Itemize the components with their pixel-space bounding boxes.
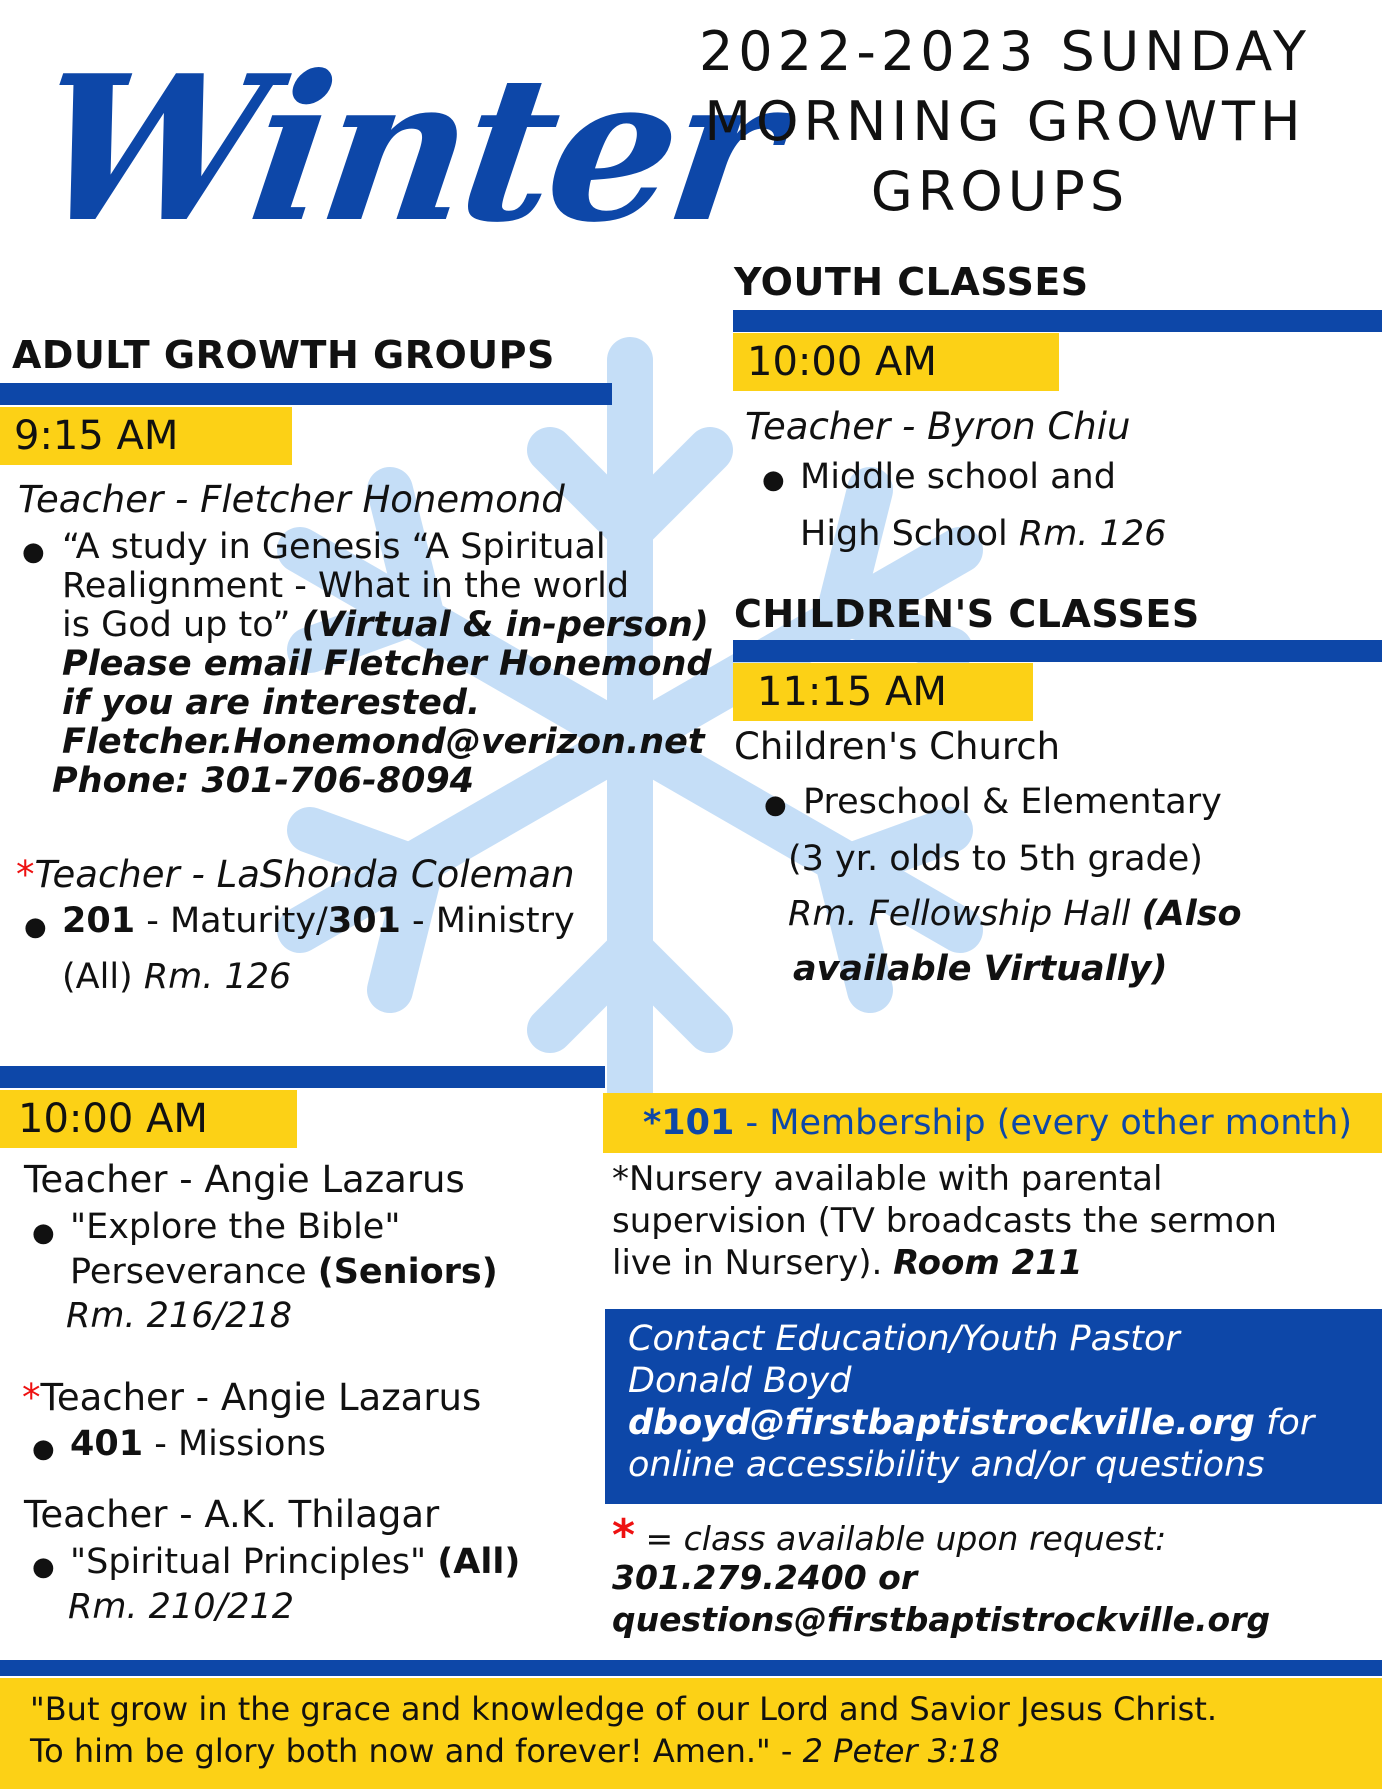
- class-201-room-label: Rm. 126: [143, 957, 292, 997]
- membership-text: [643, 1100, 1352, 1146]
- request-phone: 301.279.2400 or: [612, 1558, 918, 1597]
- request-star: *: [16, 853, 35, 896]
- winter-script-title: Winter: [23, 32, 789, 267]
- nursery-text: live in Nursery).: [612, 1243, 894, 1283]
- missions-label: - Missions: [143, 1424, 326, 1464]
- contact-email-link[interactable]: dboyd@firstbaptistrockville.org: [628, 1403, 1255, 1443]
- verse-text: To him be glory both now and forever! Amen." -: [30, 1732, 803, 1770]
- youth-line2-text: High School: [800, 514, 1019, 554]
- spiritual-room: Rm. 210/212: [68, 1587, 295, 1627]
- contact-for: for: [1254, 1403, 1315, 1443]
- teacher-lashonda-name: Teacher - LaShonda Coleman: [34, 853, 575, 896]
- children-time-badge: 11:15 AM: [733, 663, 1033, 721]
- missions-class: [70, 1425, 326, 1464]
- explore-topic: Perseverance: [70, 1252, 318, 1292]
- contact-line2: Donald Boyd: [628, 1361, 852, 1401]
- bullet-dot: ●: [32, 1218, 55, 1248]
- nursery-line2: supervision (TV broadcasts the sermon: [612, 1201, 1277, 1241]
- class-201-label: - Maturity/: [135, 901, 328, 941]
- verse-line1: "But grow in the grace and knowledge of our Lord and Savior Jesus Christ.: [30, 1690, 1218, 1728]
- spiritual-title: "Spiritual Principles": [70, 1542, 438, 1582]
- request-email[interactable]: questions@firstbaptistrockville.org: [612, 1600, 1271, 1639]
- study-line3-text: is God up to”: [62, 605, 302, 645]
- fletcher-email[interactable]: Fletcher.Honemond@verizon.net: [62, 722, 705, 762]
- nursery-line1: *Nursery available with parental: [612, 1159, 1163, 1199]
- teacher-fletcher: Teacher - Fletcher Honemond: [18, 478, 565, 521]
- class-201-301: [62, 902, 575, 941]
- adult-time-badge-1000: 10:00 AM: [0, 1090, 297, 1148]
- explore-line1: "Explore the Bible": [70, 1207, 401, 1247]
- study-line4: Please email Fletcher Honemond: [62, 644, 712, 684]
- youth-room: Rm. 126: [1018, 514, 1167, 554]
- spiritual-class: [70, 1543, 520, 1582]
- divider: [0, 1066, 605, 1088]
- children-line3: [788, 895, 1242, 934]
- missions-num: 401: [70, 1424, 144, 1464]
- youth-time-badge: 10:00 AM: [733, 333, 1059, 391]
- explore-room: Rm. 216/218: [66, 1296, 293, 1336]
- children-church: Children's Church: [734, 725, 1061, 768]
- verse-line2: [30, 1730, 1000, 1772]
- bullet-dot: ●: [32, 1434, 55, 1464]
- children-room: Rm. Fellowship Hall: [788, 894, 1142, 934]
- explore-line2: [70, 1253, 498, 1292]
- request-star: *: [22, 1376, 41, 1419]
- nursery-room: Room 211: [893, 1243, 1083, 1283]
- study-format: (Virtual & in-person): [301, 605, 709, 645]
- adult-time-badge-915: 9:15 AM: [0, 407, 292, 465]
- class-201-room: [62, 958, 291, 997]
- teacher-angie: Teacher - Angie Lazarus: [24, 1158, 465, 1201]
- study-line1: “A study in Genesis “A Spiritual: [62, 527, 606, 567]
- teacher-thilagar: Teacher - A.K. Thilagar: [24, 1493, 440, 1536]
- membership-label: - Membership (every other month): [734, 1103, 1352, 1143]
- explore-audience: (Seniors): [317, 1252, 498, 1292]
- bullet-dot: ●: [24, 912, 47, 942]
- bullet-dot: ●: [762, 465, 785, 495]
- children-line2: (3 yr. olds to 5th grade): [788, 839, 1203, 879]
- request-line1: [612, 1510, 1167, 1561]
- divider: [0, 1660, 1382, 1676]
- contact-line3: [628, 1402, 1314, 1444]
- class-201-audience: (All): [62, 957, 144, 997]
- bullet-dot: ●: [764, 790, 787, 820]
- divider: [733, 640, 1382, 662]
- contact-line1: Contact Education/Youth Pastor: [628, 1319, 1180, 1359]
- study-line3: [62, 606, 709, 645]
- teacher-lashonda: [16, 853, 575, 896]
- youth-line1: Middle school and: [800, 457, 1116, 497]
- class-301-label: - Ministry: [400, 901, 575, 941]
- divider: [0, 383, 612, 405]
- study-line5: if you are interested.: [62, 683, 481, 723]
- spiritual-audience: (All): [437, 1542, 521, 1582]
- teacher-angie-missions: [22, 1376, 481, 1419]
- contact-line4: online accessibility and/or questions: [628, 1445, 1265, 1485]
- class-201-num: 201: [62, 901, 136, 941]
- youth-line2: [800, 515, 1166, 554]
- youth-teacher: Teacher - Byron Chiu: [745, 405, 1131, 448]
- membership-num: *101: [643, 1103, 735, 1143]
- children-line4: available Virtually): [793, 949, 1168, 989]
- bullet-dot: ●: [32, 1552, 55, 1582]
- study-line2: Realignment - What in the world: [62, 566, 630, 606]
- adult-heading: ADULT GROWTH GROUPS: [12, 333, 555, 377]
- children-line1: Preschool & Elementary: [803, 782, 1222, 822]
- page-title-line1: 2022-2023 SUNDAY: [698, 20, 1312, 83]
- teacher-angie-missions-name: Teacher - Angie Lazarus: [40, 1376, 482, 1419]
- bullet-dot: ●: [22, 537, 45, 567]
- fletcher-phone: Phone: 301-706-8094: [52, 761, 475, 801]
- request-star: *: [612, 1510, 636, 1561]
- children-heading: CHILDREN'S CLASSES: [734, 592, 1200, 636]
- children-also: (Also: [1141, 894, 1242, 934]
- divider: [733, 310, 1382, 332]
- verse-reference: 2 Peter 3:18: [802, 1732, 1000, 1770]
- class-301-num: 301: [327, 901, 401, 941]
- nursery-line3: [612, 1244, 1083, 1283]
- request-label: = class available upon request:: [635, 1519, 1167, 1558]
- youth-heading: YOUTH CLASSES: [734, 260, 1089, 304]
- page-title-line2: MORNING GROWTH: [704, 90, 1306, 153]
- page-title-line3: GROUPS: [870, 160, 1130, 223]
